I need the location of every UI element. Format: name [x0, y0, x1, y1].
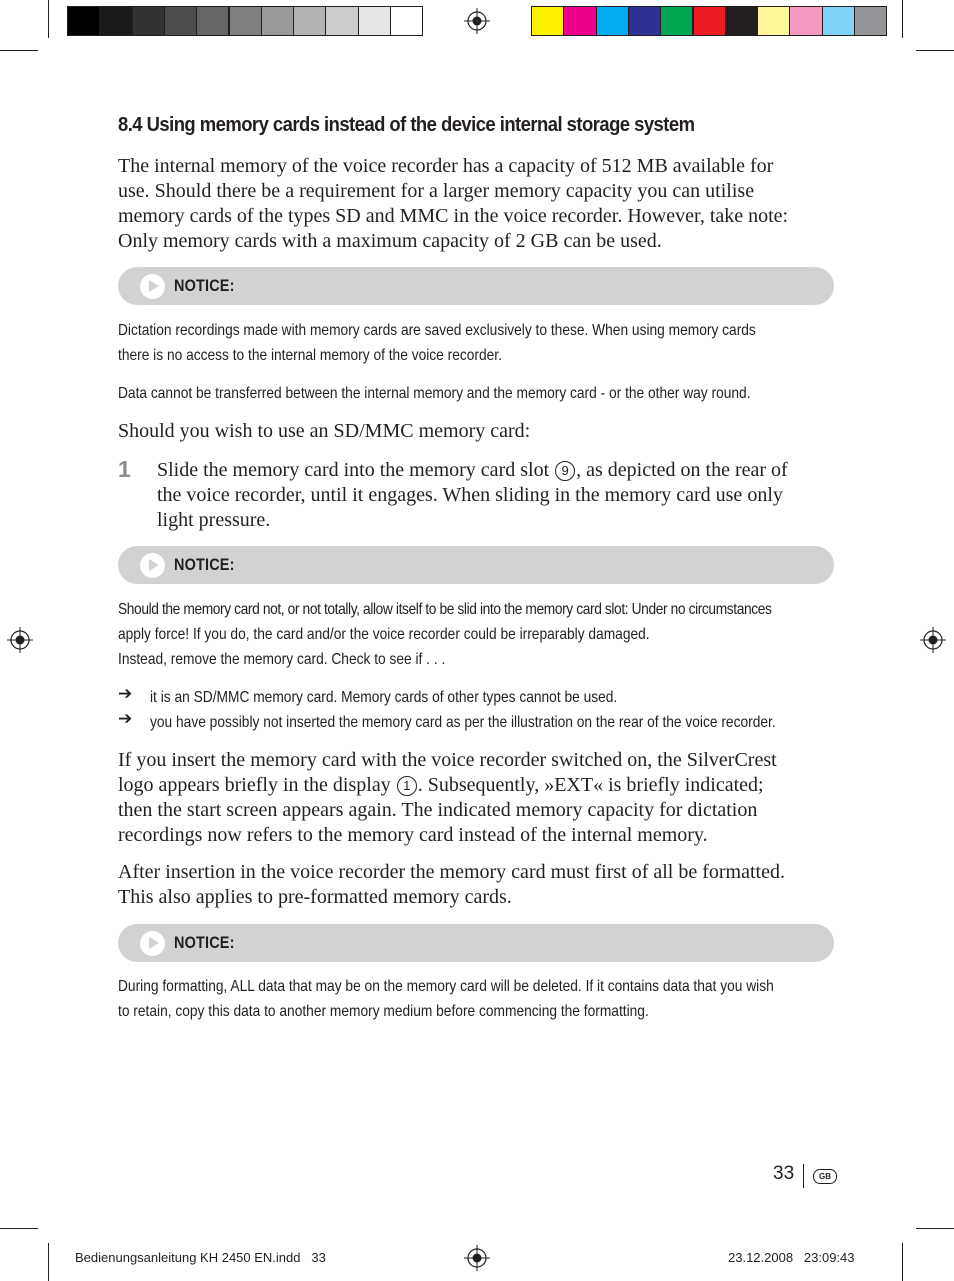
after-paragraph — [118, 860, 838, 910]
color-swatch — [261, 6, 294, 36]
color-swatch — [132, 6, 165, 36]
intro-paragraph — [118, 154, 838, 254]
arrow-bullet-icon: ➔ — [118, 709, 133, 729]
notice-label: NOTICE: — [174, 933, 235, 952]
color-swatch — [196, 6, 229, 36]
notice-banner — [118, 924, 834, 962]
instruction-intro: Should you wish to use an SD/MMC memory card: — [118, 420, 531, 442]
divider — [803, 1164, 804, 1188]
reference-number-badge: 1 — [397, 776, 417, 796]
notice-label: NOTICE: — [174, 555, 235, 574]
color-swatch — [725, 6, 758, 36]
color-swatch — [229, 6, 262, 36]
text-line: recordings now refers to the memory card instead of the internal memory. — [118, 824, 708, 846]
text-fragment: . Subsequently, »EXT« is briefly indicated; — [417, 774, 764, 796]
step-text — [157, 458, 847, 533]
footer-timestamp: 23.12.2008 23:09:43 — [728, 1250, 855, 1265]
section-heading: 8.4 Using memory cards instead of the device internal storage system — [118, 113, 695, 136]
notice-banner — [118, 267, 834, 305]
color-swatch — [854, 6, 887, 36]
registration-mark-icon — [920, 627, 946, 653]
crop-mark — [902, 1243, 903, 1281]
text-line: there is no access to the internal memory of the voice recorder. — [118, 347, 502, 364]
crop-mark — [916, 1228, 954, 1229]
notice-text — [118, 597, 771, 672]
text-line: During formatting, ALL data that may be on the memory card will be deleted. If it contains data that you wish — [118, 978, 774, 995]
footer-filename: Bedienungsanleitung KH 2450 EN.indd 33 — [75, 1250, 326, 1265]
color-swatch — [358, 6, 391, 36]
text-line — [118, 773, 838, 798]
color-swatch — [67, 6, 100, 36]
text-line: then the start screen appears again. The indicated memory capacity for dictation — [118, 799, 758, 821]
text-line: memory cards of the types SD and MMC in the voice recorder. However, take note: — [118, 205, 789, 227]
notice-label: NOTICE: — [174, 276, 235, 295]
play-arrow-icon — [140, 553, 165, 578]
color-swatch — [99, 6, 132, 36]
language-badge: GB — [813, 1169, 837, 1184]
crop-mark — [0, 50, 38, 51]
color-swatch — [822, 6, 855, 36]
registration-mark-icon — [464, 1245, 490, 1271]
crop-mark — [48, 1243, 49, 1281]
registration-mark-icon — [7, 627, 33, 653]
bullet-text: you have possibly not inserted the memory card as per the illustration on the rear of the voice recorder. — [150, 714, 776, 731]
text-line: to retain, copy this data to another memory medium before commencing the formatting. — [118, 1003, 649, 1020]
color-swatch — [563, 6, 596, 36]
crop-mark — [0, 1228, 38, 1229]
page-number: 33 — [773, 1163, 795, 1184]
color-swatch — [390, 6, 423, 36]
step-number: 1 — [118, 456, 131, 482]
notice-text — [118, 974, 774, 1024]
color-swatch — [693, 6, 726, 36]
text-line: Instead, remove the memory card. Check to see if . . . — [118, 651, 446, 668]
notice-text — [118, 318, 756, 368]
registration-mark-icon — [464, 8, 490, 34]
text-line: apply force! If you do, the card and/or the voice recorder could be irreparably damaged. — [118, 626, 650, 643]
text-line: If you insert the memory card with the voice recorder switched on, the SilverCrest — [118, 749, 777, 771]
text-line: Dictation recordings made with memory cards are saved exclusively to these. When using memory cards — [118, 322, 756, 339]
text-fragment: Slide the memory card into the memory card slot — [157, 459, 555, 481]
notice-text: Data cannot be transferred between the internal memory and the memory card - or the other way round. — [118, 385, 751, 402]
color-swatch — [293, 6, 326, 36]
text-line: This also applies to pre-formatted memory cards. — [118, 886, 512, 908]
text-fragment: logo appears briefly in the display — [118, 774, 396, 796]
crop-mark — [902, 0, 903, 38]
play-arrow-icon — [140, 931, 165, 956]
color-swatch — [628, 6, 661, 36]
text-line: Only memory cards with a maximum capacity of 2 GB can be used. — [118, 230, 662, 252]
text-line: Should the memory card not, or not totally, allow itself to be slid into the memory card slot: Under no circumstances — [118, 601, 772, 618]
crop-mark — [916, 50, 954, 51]
text-line — [157, 458, 847, 483]
color-swatch — [660, 6, 693, 36]
text-line: After insertion in the voice recorder the memory card must first of all be formatted. — [118, 861, 785, 883]
color-swatch — [325, 6, 358, 36]
text-line: light pressure. — [157, 509, 271, 531]
play-arrow-icon — [140, 274, 165, 299]
text-line: The internal memory of the voice recorder has a capacity of 512 MB available for — [118, 155, 774, 177]
arrow-bullet-icon: ➔ — [118, 684, 133, 704]
notice-banner — [118, 546, 834, 584]
text-line: use. Should there be a requirement for a larger memory capacity you can utilise — [118, 180, 755, 202]
bullet-text: it is an SD/MMC memory card. Memory cards of other types cannot be used. — [150, 689, 618, 706]
color-swatch — [789, 6, 822, 36]
color-swatch — [757, 6, 790, 36]
reference-number-badge: 9 — [555, 461, 575, 481]
insert-paragraph — [118, 748, 838, 848]
color-swatch — [164, 6, 197, 36]
text-fragment: , as depicted on the rear of — [576, 459, 788, 481]
color-swatch — [531, 6, 564, 36]
crop-mark — [48, 0, 49, 38]
color-swatch — [596, 6, 629, 36]
text-line: the voice recorder, until it engages. When sliding in the memory card use only — [157, 484, 783, 506]
